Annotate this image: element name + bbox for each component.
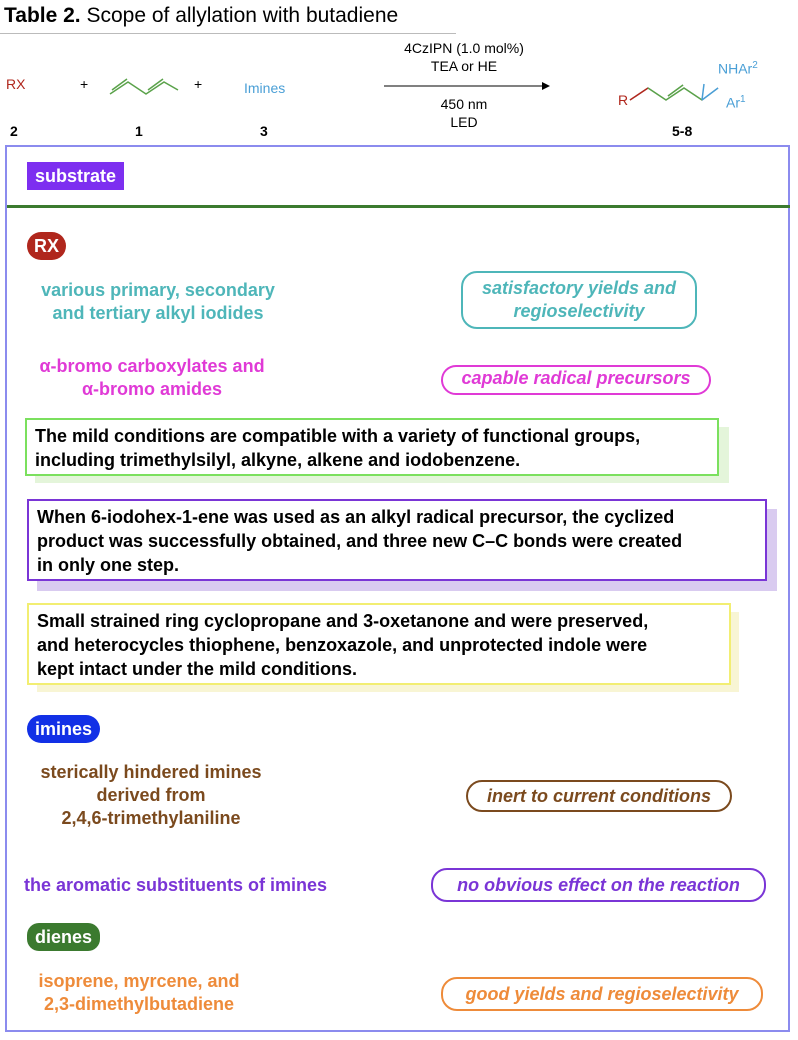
product-nh-sup: 2: [752, 60, 758, 71]
imines-row-1-label-line3: 2,4,6-trimethylaniline: [61, 808, 241, 828]
product-nhar: [718, 60, 758, 77]
rx-row-1-label-line1: various primary, secondary: [41, 280, 275, 300]
product-nh-text: NHAr: [718, 60, 753, 77]
note-2-line1: When 6-iodohex-1-ene was used as an alkyl radical precursor, the cyclized: [37, 507, 675, 527]
title-underline: [0, 33, 456, 34]
product-ar-text: Ar: [726, 94, 740, 111]
table-title: [4, 4, 398, 28]
rx-tag: RX: [27, 232, 66, 260]
dienes-row-1-result: good yields and regioselectivity: [441, 977, 763, 1011]
scheme-rx-number: 2: [10, 123, 18, 139]
scheme-rx-label: RX: [6, 76, 26, 92]
note-2: [27, 499, 767, 581]
dienes-tag: dienes: [27, 923, 100, 951]
note-1: [25, 418, 719, 476]
note-1-line2: including trimethylsilyl, alkyne, alkene and iodobenzene.: [35, 450, 521, 470]
note-3-line1: Small strained ring cyclopropane and 3-oxetanone and were preserved,: [37, 611, 649, 631]
rx-row-1-result-line2: regioselectivity: [513, 301, 645, 321]
note-2-line3: in only one step.: [37, 555, 180, 575]
imines-row-1-label-line1: sterically hindered imines: [40, 762, 262, 782]
imines-row-2-label: the aromatic substituents of imines: [24, 875, 328, 895]
scheme-light: 450 nm: [440, 96, 488, 112]
scheme-reagent: TEA or HE: [430, 58, 498, 74]
note-2-line2: product was successfully obtained, and three new C–C bonds were created: [37, 531, 683, 551]
note-3-line2: and heterocycles thiophene, benzoxazole, and unprotected indole were: [37, 635, 648, 655]
dienes-row-1-label-line1: isoprene, myrcene, and: [38, 971, 240, 991]
imines-tag: imines: [27, 715, 100, 743]
rx-row-2-label: [20, 355, 284, 401]
rx-row-1-result-line1: satisfactory yields and: [481, 278, 677, 298]
product-structure: [628, 74, 728, 114]
rx-row-1-result: [461, 271, 697, 329]
reaction-arrow: [384, 80, 550, 92]
scheme-plus-2: +: [194, 76, 203, 92]
dienes-row-1-label-line2: 2,3-dimethylbutadiene: [43, 994, 235, 1014]
dienes-row-1-label: [20, 970, 258, 1016]
scheme-imines-number: 3: [260, 123, 268, 139]
rx-row-2-result: capable radical precursors: [441, 365, 711, 395]
scheme-light-source: LED: [450, 114, 478, 130]
product-ar: [726, 94, 746, 111]
substrate-tag: substrate: [27, 162, 124, 190]
butadiene-structure: [108, 70, 180, 100]
imines-row-1-result: inert to current conditions: [466, 780, 732, 812]
rx-row-1-label: [20, 279, 296, 325]
note-1-line1: The mild conditions are compatible with a variety of functional groups,: [35, 426, 641, 446]
imines-row-1-label: [20, 761, 282, 830]
table-title-prefix: Table 2.: [4, 4, 81, 27]
product-r: R: [618, 92, 629, 108]
scheme-plus-1: +: [80, 76, 89, 92]
product-ar-sup: 1: [740, 94, 746, 105]
scheme-catalyst: 4CzIPN (1.0 mol%): [404, 40, 524, 56]
table-title-text: Scope of allylation with butadiene: [86, 4, 399, 27]
note-3-line3: kept intact under the mild conditions.: [37, 659, 358, 679]
scheme-imines-label: Imines: [244, 80, 286, 96]
note-3: [27, 603, 731, 685]
rx-row-2-label-line1: α-bromo carboxylates and: [39, 356, 265, 376]
scheme-diene-number: 1: [135, 123, 143, 139]
rx-row-2-label-line2: α-bromo amides: [81, 379, 223, 399]
section-divider: [7, 205, 790, 208]
imines-row-1-label-line2: derived from: [96, 785, 206, 805]
imines-row-2-result: no obvious effect on the reaction: [431, 868, 766, 902]
rx-row-1-label-line2: and tertiary alkyl iodides: [52, 303, 264, 323]
product-number: 5-8: [672, 123, 693, 139]
